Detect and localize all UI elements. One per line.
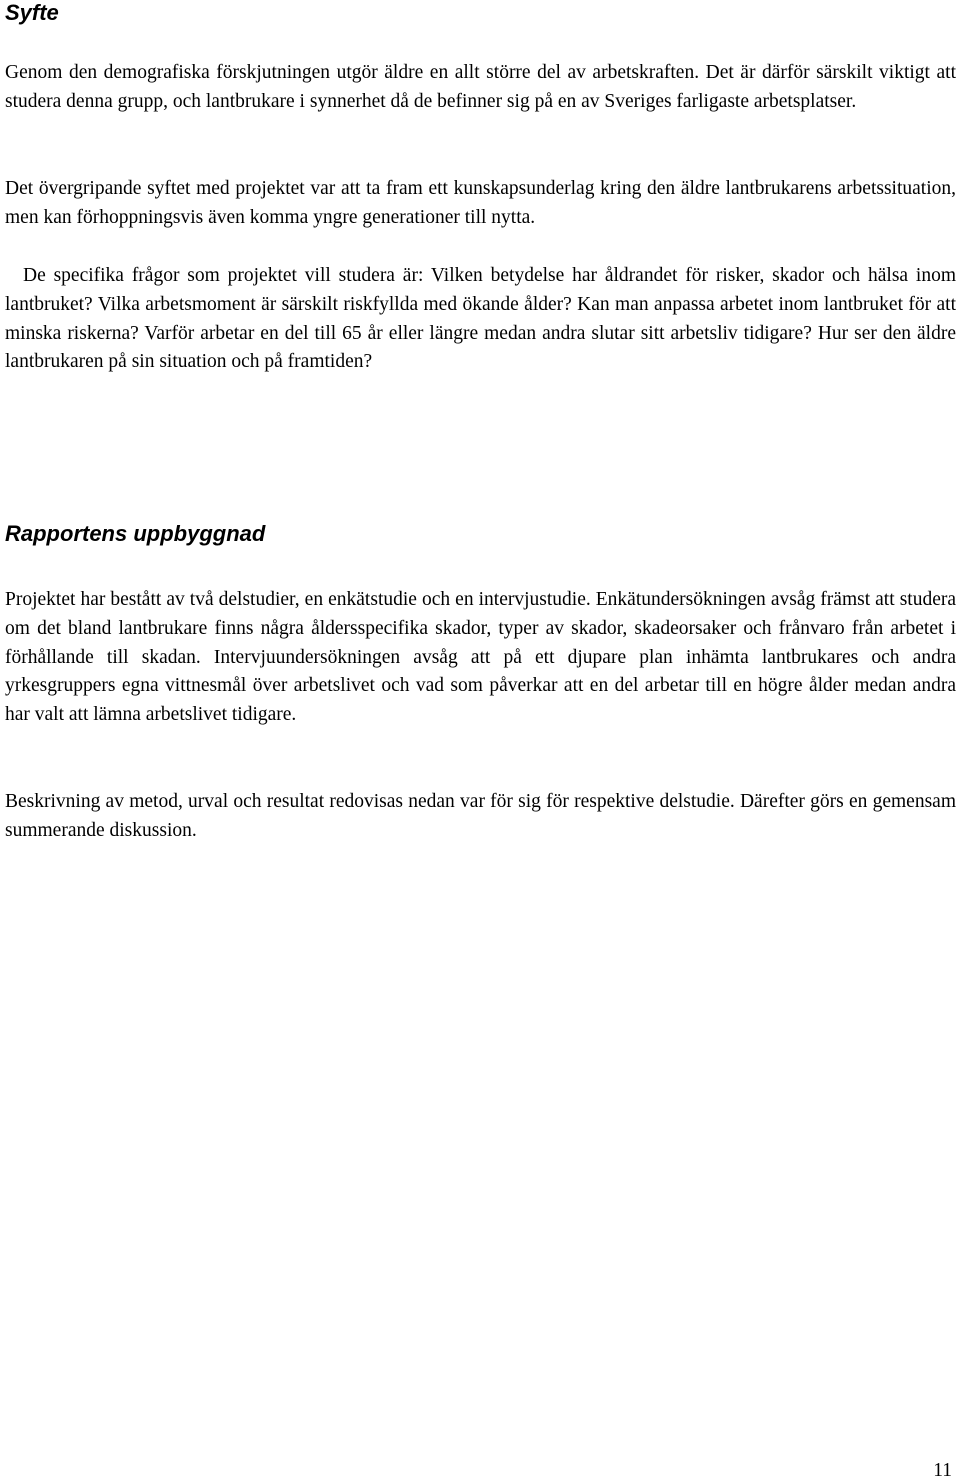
paragraph-syfte-overall-aim: Det övergripande syftet med projektet var att ta fram ett kunskapsunderlag kring den äldre lantbrukarens arbetssituation, men kan förhoppningsvis även komma yngre generationer till nytta.	[5, 178, 956, 228]
paragraph-syfte-questions: De specifika frågor som projektet vill studera är: Vilken betydelse har åldrandet för risker, skador och hälsa inom lantbruket? Vilka arbetsmoment är särskilt riskfyllda med ökande ålder? Kan man anpassa arbetet inom lantbruket för att minska riskerna? Varför arbetar en del till 65 år eller längre medan andra slutar sitt arbetsliv tidigare? Hur ser den äldre lantbrukaren på sin situation och på framtiden?	[5, 265, 956, 373]
page-number: 11	[933, 1460, 952, 1481]
section-heading-rapportens-uppbyggnad: Rapportens uppbyggnad	[5, 521, 266, 546]
section-heading-syfte: Syfte	[5, 0, 59, 25]
paragraph-rapport-studies: Projektet har bestått av två delstudier, en enkätstudie och en intervjustudie. Enkätundersökningen avsåg främst att studera om det bland lantbrukare finns några åldersspecifika skador, typer av skador, skadeorsaker och frånvaro från arbetet i förhållande till skadan. Intervjuundersökningen avsåg att på ett djupare plan inhämta lantbrukares och andra yrkesgruppers egna vittnesmål över arbetslivet och vad som påverkar att en del arbetar till en högre ålder medan andra har valt att lämna arbetslivet tidigare.	[5, 589, 956, 726]
paragraph-rapport-method: Beskrivning av metod, urval och resultat redovisas nedan var för sig för respektive delstudie. Därefter görs en gemensam summerande diskussion.	[5, 791, 956, 841]
paragraph-syfte-intro: Genom den demografiska förskjutningen utgör äldre en allt större del av arbetskraften. Det är därför särskilt viktigt att studera denna grupp, och lantbrukare i synnerhet då de befinner sig på en av Sveriges farligaste arbetsplatser.	[5, 62, 956, 112]
